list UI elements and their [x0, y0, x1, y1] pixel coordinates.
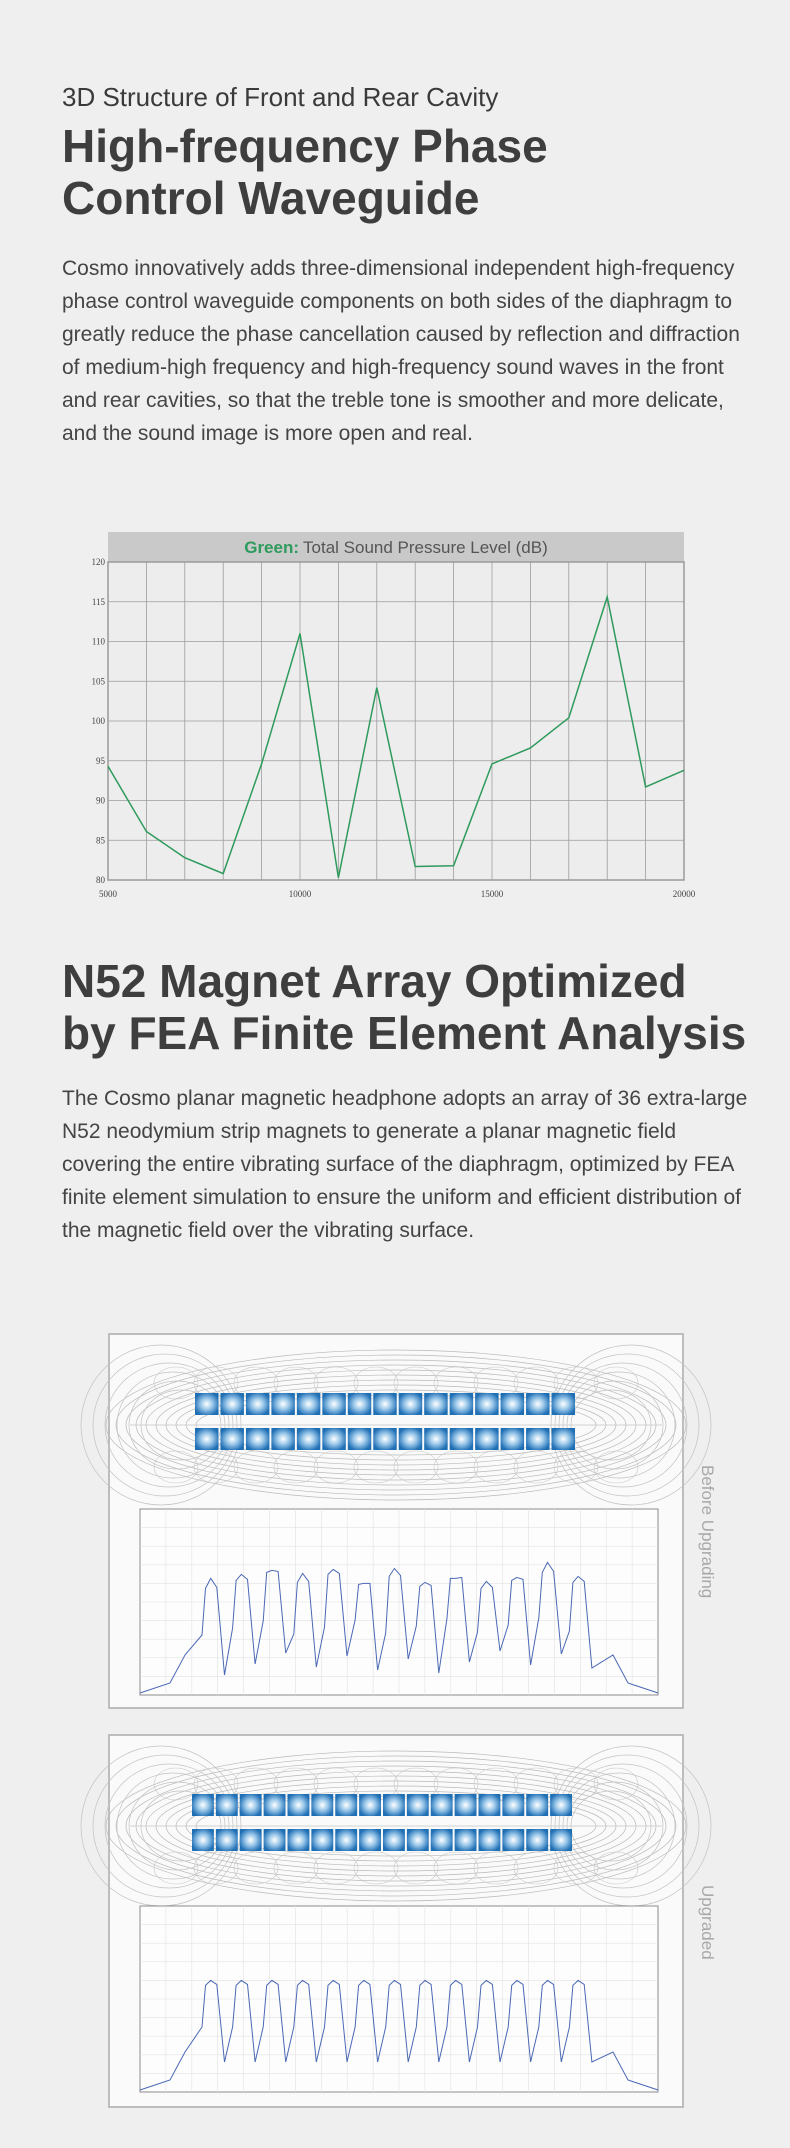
- magnet-strip: [475, 1393, 498, 1415]
- chart-title-text: Total Sound Pressure Level (dB): [303, 538, 548, 557]
- y-tick-label: 80: [96, 875, 105, 885]
- magnet-strip: [195, 1428, 218, 1450]
- magnet-strip: [216, 1829, 238, 1851]
- magnet-strip: [399, 1428, 422, 1450]
- magnet-strip: [240, 1829, 262, 1851]
- section2-body: The Cosmo planar magnetic headphone adopts an array of 36 extra-large N52 neodymium strip magnets to generate a planar magnetic field covering the entire vibrating surface of the diaphragm, optimized by FEA finite element simulation to ensure the uniform and efficient distribution of the magnetic field over the vibrating surface.: [62, 1087, 748, 1242]
- magnetic-field-after: [81, 1746, 711, 1906]
- magnet-strip: [383, 1794, 405, 1816]
- title-line-1: High-frequency Phase: [62, 120, 548, 172]
- y-tick-label: 95: [96, 755, 105, 766]
- magnet-strip: [240, 1794, 262, 1816]
- field-line: [354, 1852, 398, 1884]
- fea-figure-before: [110, 1335, 682, 1707]
- section-title: [62, 120, 752, 224]
- field-line: [354, 1451, 398, 1483]
- magnet-strip: [502, 1794, 524, 1816]
- magnet-strip: [431, 1794, 453, 1816]
- flux-plot-before: [140, 1509, 658, 1695]
- magnet-strip: [424, 1428, 447, 1450]
- magnet-strip: [348, 1428, 371, 1450]
- y-tick-label: 110: [91, 636, 105, 647]
- magnet-strip: [550, 1794, 572, 1816]
- magnet-strip: [550, 1829, 572, 1851]
- magnet-strip: [552, 1393, 575, 1415]
- magnet-strip: [501, 1428, 524, 1450]
- field-line: [394, 1451, 438, 1483]
- magnet-strip: [348, 1393, 371, 1415]
- magnet-strip: [431, 1829, 453, 1851]
- before-upgrading-label: Before Upgrading: [698, 1465, 717, 1599]
- y-tick-label: 90: [96, 795, 105, 806]
- magnet-strip: [502, 1829, 524, 1851]
- section-subtitle: 3D Structure of Front and Rear Cavity: [62, 82, 499, 112]
- magnet-strip: [195, 1393, 218, 1415]
- y-tick-label: 115: [91, 596, 105, 607]
- y-tick-label: 120: [91, 557, 105, 567]
- magnet-strip: [526, 1428, 549, 1450]
- magnet-strip: [322, 1393, 345, 1415]
- magnet-strip: [192, 1829, 214, 1851]
- x-tick-label: 10000: [288, 889, 312, 899]
- magnet-strip: [220, 1428, 243, 1450]
- spl-chart: [91, 530, 700, 900]
- title-line-2: Control Waveguide: [62, 172, 480, 224]
- magnet-strip: [359, 1829, 381, 1851]
- magnet-strip: [455, 1829, 477, 1851]
- magnet-strip: [407, 1794, 429, 1816]
- magnet-strip: [216, 1794, 238, 1816]
- magnet-strip: [271, 1428, 294, 1450]
- magnet-strip: [335, 1829, 357, 1851]
- y-tick-label: 85: [96, 835, 105, 846]
- flux-plot-after: [140, 1906, 658, 2092]
- magnet-strip: [264, 1829, 286, 1851]
- magnetic-field-before: [81, 1345, 711, 1505]
- magnet-strip: [450, 1428, 473, 1450]
- title2-line-1: N52 Magnet Array Optimized: [62, 955, 687, 1007]
- magnet-strip: [552, 1428, 575, 1450]
- field-line: [394, 1852, 438, 1884]
- magnet-strip: [479, 1829, 501, 1851]
- magnet-strip: [479, 1794, 501, 1816]
- magnet-strip: [311, 1794, 333, 1816]
- magnet-strip: [526, 1794, 548, 1816]
- fea-figure-after: [110, 1736, 682, 2106]
- fea-panel-before: [108, 1333, 684, 1709]
- magnet-strip: [455, 1794, 477, 1816]
- magnet-strip: [192, 1794, 214, 1816]
- magnet-strip: [288, 1794, 310, 1816]
- magnet-strip: [297, 1393, 320, 1415]
- magnet-strip: [288, 1829, 310, 1851]
- magnet-strip: [297, 1428, 320, 1450]
- magnet-strip: [246, 1393, 269, 1415]
- magnet-strip: [399, 1393, 422, 1415]
- x-tick-label: 15000: [480, 889, 504, 899]
- magnet-strip: [271, 1393, 294, 1415]
- upgraded-label: Upgraded: [698, 1885, 717, 1960]
- magnet-strip: [246, 1428, 269, 1450]
- y-tick-label: 100: [91, 716, 105, 726]
- magnet-strip: [220, 1393, 243, 1415]
- title2-line-2: by FEA Finite Element Analysis: [62, 1007, 747, 1059]
- magnet-strip: [322, 1428, 345, 1450]
- magnet-strip: [335, 1794, 357, 1816]
- x-tick-label: 20000: [672, 889, 696, 899]
- magnet-strip: [526, 1829, 548, 1851]
- magnet-strip: [373, 1428, 396, 1450]
- magnet-strip: [264, 1794, 286, 1816]
- section2-title: [62, 955, 752, 1059]
- magnet-strip: [383, 1829, 405, 1851]
- magnet-strip: [450, 1393, 473, 1415]
- section-body: Cosmo innovatively adds three-dimensional independent high-frequency phase control waveguide components on both sides of the diaphragm to greatly reduce the phase cancellation caused by reflection and diffraction of medium-high frequency and high-frequency sound waves in the front and rear cavities, so that the treble tone is smoother and more delicate, and the sound image is more open and real.: [62, 257, 740, 445]
- y-tick-label: 105: [91, 676, 105, 687]
- magnet-strip: [311, 1829, 333, 1851]
- magnet-strip: [526, 1393, 549, 1415]
- magnet-strip: [501, 1393, 524, 1415]
- magnet-strip: [373, 1393, 396, 1415]
- fea-panel-after: [108, 1734, 684, 2108]
- magnet-strip: [424, 1393, 447, 1415]
- x-tick-label: 5000: [99, 889, 117, 899]
- magnet-strip: [475, 1428, 498, 1450]
- magnet-strip: [359, 1794, 381, 1816]
- magnet-strip: [407, 1829, 429, 1851]
- chart-title-prefix: Green:: [244, 538, 300, 557]
- chart-title: [244, 538, 548, 557]
